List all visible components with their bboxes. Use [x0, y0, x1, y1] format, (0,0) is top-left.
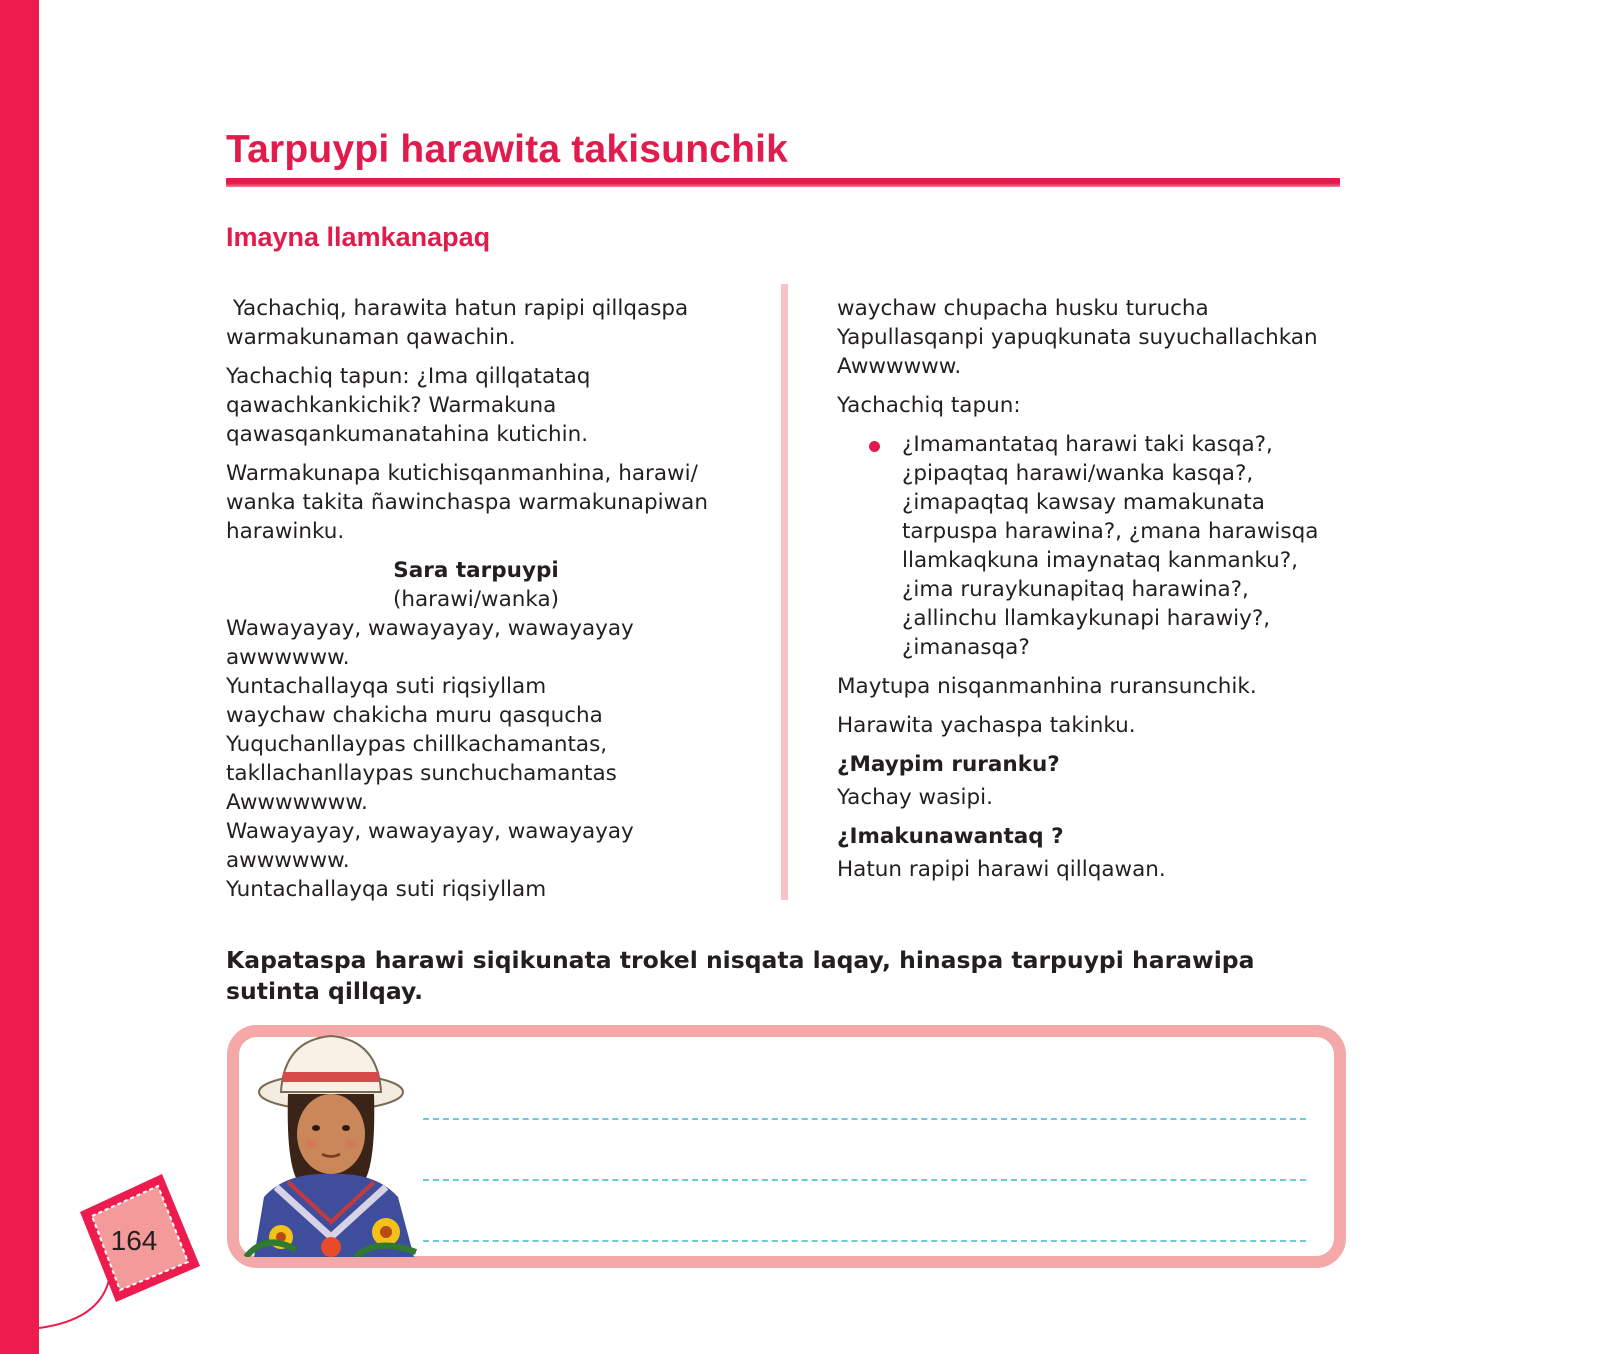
question-line: tarpuspa harawina?, ¿mana harawisqa — [902, 519, 1319, 544]
poem-body — [226, 614, 726, 904]
poem-line: Awwwwwww. — [226, 790, 368, 815]
right-column — [837, 294, 1337, 894]
question-line: ¿pipaqtaq harawi/wanka kasqa?, — [902, 461, 1254, 486]
ask-label: Yachachiq tapun: — [837, 393, 1021, 418]
poem-line: Yuntachallayqa suti riqsiyllam — [226, 674, 547, 699]
paragraph-question: Yachachiq tapun: ¿Ima qillqatataq qawachkankichik? Warmakuna qawasqankumanatahina kutichin. — [226, 364, 591, 447]
poem-line: Awwwwww. — [837, 354, 962, 379]
poem-line: waychaw chupacha husku turucha — [837, 296, 1209, 321]
poem-line: Wawayayay, wawayayay, wawayayay — [226, 616, 634, 641]
instruction-line-a: Maytupa nisqanmanhina ruransunchik. — [837, 674, 1257, 699]
bullet-dot-icon — [869, 441, 880, 452]
writing-line-1[interactable] — [423, 1118, 1306, 1120]
poem-line: Yuquchanllaypas chillkachamantas, — [226, 732, 608, 757]
question-line: llamkaqkuna imaynataq kanmanku?, — [902, 548, 1298, 573]
paragraph-response: Warmakunapa kutichisqanmanhina, harawi/ wanka takita ñawinchaspa warmakunapiwan harawinku. — [226, 461, 708, 544]
page-number: 164 — [110, 1225, 158, 1256]
answer-with-what: Hatun rapipi harawi qillqawan. — [837, 857, 1166, 882]
andean-girl-illustration — [236, 1022, 426, 1257]
poem-title: Sara tarpuypi — [393, 558, 559, 583]
instruction-line-b: Harawita yachaspa takinku. — [837, 713, 1136, 738]
left-column — [226, 294, 726, 904]
question-list — [837, 430, 1337, 662]
kite-string — [39, 1280, 119, 1354]
paragraph-intro: Yachachiq, harawita hatun rapipi qillqaspa warmakunaman qawachin. — [226, 296, 696, 350]
poem-line: awwwwww. — [226, 645, 350, 670]
poem-subtitle: (harawi/wanka) — [392, 587, 560, 612]
writing-line-3[interactable] — [423, 1240, 1306, 1242]
poem-line: awwwwww. — [226, 848, 350, 873]
section-subtitle: Imayna llamkanapaq — [226, 222, 491, 252]
question-line: ¿imapaqtaq kawsay mamakunata — [902, 490, 1265, 515]
answer-where: Yachay wasipi. — [837, 785, 993, 810]
column-divider — [781, 284, 788, 900]
activity-instruction: Kapataspa harawi siqikunata trokel nisqata laqay, hinaspa tarpuypi harawipa sutinta qillqay. — [226, 946, 1255, 1005]
title-underline — [226, 178, 1340, 187]
question-with-what-heading: ¿Imakunawantaq ? — [837, 824, 1064, 849]
question-line: ¿allinchu llamkaykunapi harawiy?, — [902, 606, 1271, 631]
question-line: ¿Imamantataq harawi taki kasqa?, — [902, 432, 1273, 457]
question-line: ¿ima ruraykunapitaq harawina?, — [902, 577, 1249, 602]
poem-line: Yuntachallayqa suti riqsiyllam — [226, 877, 547, 902]
poem-line: Yapullasqanpi yapuqkunata suyuchallachkan — [837, 325, 1318, 350]
poem-line: Wawayayay, wawayayay, wawayayay — [226, 819, 634, 844]
writing-line-2[interactable] — [423, 1179, 1306, 1181]
question-where-heading: ¿Maypim ruranku? — [837, 752, 1060, 777]
page-title: Tarpuypi harawita takisunchik — [226, 128, 789, 171]
poem-continuation — [837, 294, 1337, 381]
left-margin-bar — [0, 0, 39, 1354]
poem-line: takllachanllaypas sunchuchamantas — [226, 761, 617, 786]
poem-line: waychaw chakicha muru qasqucha — [226, 703, 603, 728]
question-line: ¿imanasqa? — [902, 635, 1030, 660]
